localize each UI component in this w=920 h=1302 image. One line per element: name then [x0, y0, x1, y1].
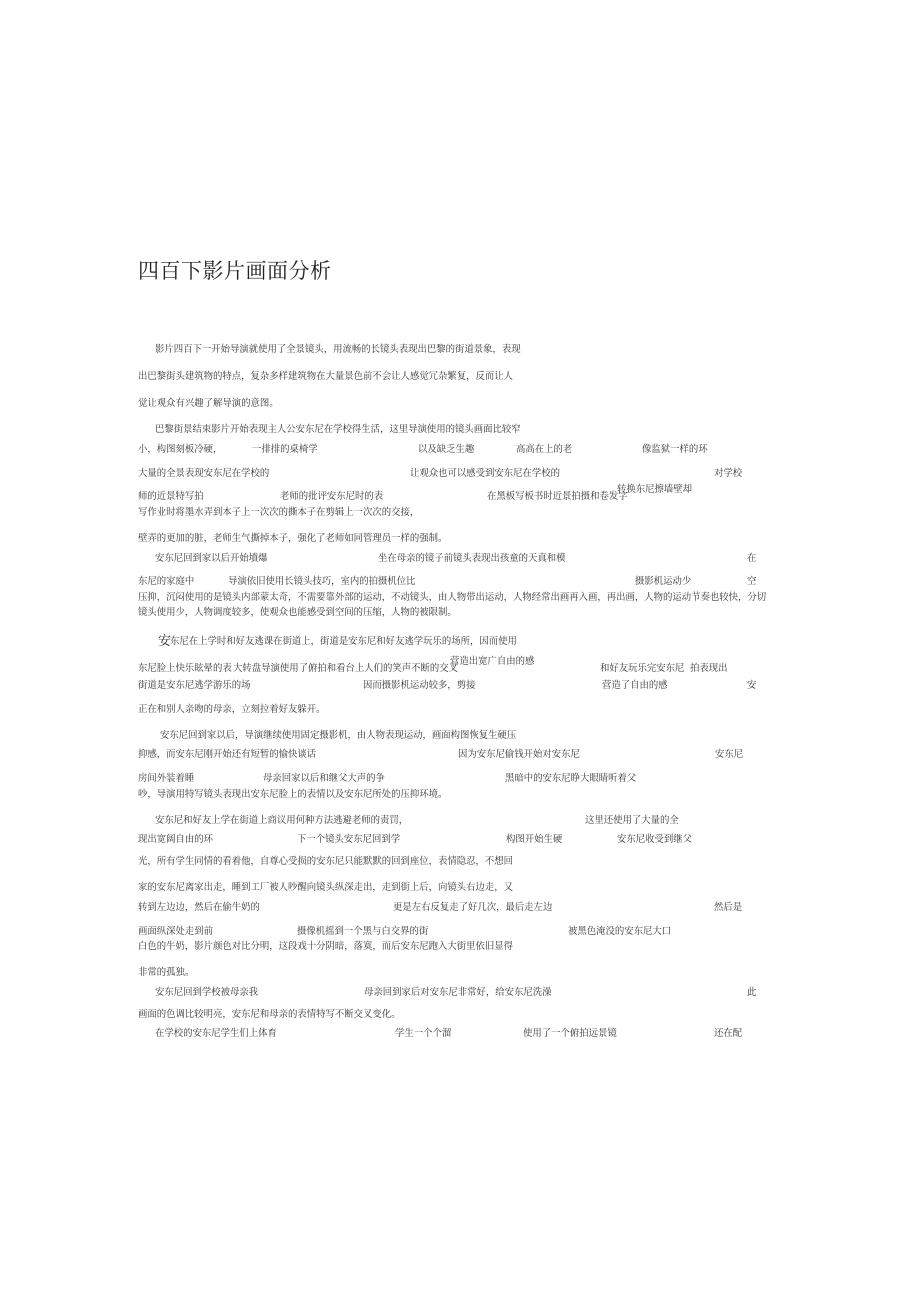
text-fragment: 和好友玩乐完安东尼: [600, 663, 685, 674]
text-fragment: 画面纵深处走到前: [138, 926, 214, 937]
text-fragment: 压抑，沉闷使用的是镜头内部蒙太奇，不需要靠外部的运动，不动镜头，由人物带出运动，人物经常出画再入画，再出画，人物的运动节奏也较快，分切: [138, 592, 767, 603]
text-fragment: 画面的色调比较明亮，安东尼和母亲的表情特写不断交叉变化。: [138, 1009, 401, 1020]
text-fragment: 安东尼收受到继父: [617, 834, 693, 845]
text-fragment: 因为安东尼偷钱开始对安东尼: [458, 749, 580, 760]
text-fragment: 构图开始生硬: [506, 834, 563, 845]
text-fragment: 白色的牛奶，影片颜色对比分明，这段戏十分阴暗，落寞，而后安东尼跑入大街里依旧显得: [138, 941, 514, 952]
text-fragment: 老师的批评安东尼时的表: [280, 491, 384, 502]
text-fragment: 拍表现出: [690, 663, 728, 674]
text-fragment: 此: [747, 987, 757, 998]
text-fragment: 一排排的桌椅学: [252, 444, 318, 455]
text-fragment: 摄影机运动少: [635, 576, 692, 587]
text-fragment: 在黑板写板书时近景拍摄和卷发字: [487, 491, 628, 502]
text-fragment: 吵，导演用特写镜头表现出安东尼脸上的表情以及安东尼所处的压抑环境。: [138, 789, 448, 800]
text-fragment: 师的近景特写拍: [138, 491, 204, 502]
text-fragment: 觉让观众有兴趣了解导演的意图。: [138, 398, 279, 409]
text-fragment: 安东尼: [715, 749, 744, 760]
text-fragment: 东尼在上学时和好友逃课在街道上，街道是安东尼和好友逃学玩乐的场所，因而使用: [170, 636, 517, 647]
text-fragment: 营造了自由的感: [602, 680, 668, 691]
text-fragment: 影片四百下一开始导演就使用了全景镜头，用流畅的长镜头表现出巴黎的街道景象，表现: [155, 344, 521, 355]
text-fragment: 高高在上的老: [516, 444, 573, 455]
text-fragment: 学生一个个溜: [395, 1028, 452, 1039]
text-fragment: 使用了一个俯拍远景镜: [523, 1028, 617, 1039]
text-fragment: 街道是安东尼逃学游乐的场: [138, 680, 251, 691]
text-fragment: 非常的孤独。: [138, 967, 195, 978]
text-fragment: 摄像机摇到一个黑与白交界的街: [297, 926, 429, 937]
text-fragment: 导演依旧使用长镜头技巧，室内的拍摄机位比: [228, 576, 416, 587]
text-fragment: 空: [747, 576, 757, 587]
text-fragment: 巴黎街景结束影片开始表现主人公安东尼在学校得生活，这里导演使用的镜头画面比较窄: [155, 424, 521, 435]
text-fragment: 大转盘导演使用了俯拍和看台上人们的笑声不断的交叉: [233, 663, 459, 674]
text-fragment: 大量的全景表现安东尼在学校的: [138, 468, 270, 479]
text-fragment: 在学校的安东尼学生们上体育: [155, 1028, 277, 1039]
text-fragment: 正在和别人亲吻的母亲，立刻拉着好友躲开。: [138, 704, 326, 715]
text-fragment: 像监狱一样的环: [642, 444, 708, 455]
text-fragment: 黑暗中的安东尼睁大眼睛听着父: [505, 773, 637, 784]
text-fragment: 小，构图刻板冷硬，: [138, 444, 223, 455]
text-fragment: 然后是: [714, 902, 743, 913]
text-fragment: 房间外装着睡: [138, 773, 195, 784]
text-fragment: 东尼的家庭中: [138, 576, 195, 587]
text-fragment: 下一个镜头安东尼回到学: [297, 834, 401, 845]
text-fragment: 东尼脸上快乐眩晕的表: [138, 663, 232, 674]
text-fragment: 家的安东尼离家出走，睡到工厂被人吵醒向镜头纵深走出，走到街上后，向镜头右边走，又: [138, 882, 514, 893]
text-fragment: 写作业时将墨水弄到本子上一次次的撕本子在剪辑上一次次的交接，: [138, 507, 420, 518]
text-fragment: 坐在母亲的镜子前镜头表现出孩童的天真和模: [378, 553, 566, 564]
text-fragment: 光，所有学生同情的看着他，自尊心受损的安东尼只能默默的回到座位，表情隐忍，不想回: [138, 856, 514, 867]
text-fragment: 对学校: [714, 468, 743, 479]
text-fragment: 安东尼和好友上学在街道上商议用何种方法逃避老师的责罚，: [155, 815, 409, 826]
text-fragment: 镜头使用少，人物调度较多，使观众也能感受到空间的压缩，人物的被限制。: [138, 607, 457, 618]
text-fragment: 营造出宽广自由的感: [450, 656, 535, 667]
text-fragment: 抑感，而安东尼刚开始还有短暂的愉快谈话: [138, 749, 317, 760]
text-fragment: 这里还使用了大量的全: [585, 815, 679, 826]
text-fragment: 因而摄影机运动较多，剪接: [363, 680, 476, 691]
text-fragment: 现出宽阔自由的环: [138, 834, 214, 845]
text-fragment: 以及缺乏生趣: [418, 444, 475, 455]
text-fragment: 更是左右反复走了好几次，最后走左边: [393, 902, 553, 913]
text-fragment: 在: [747, 553, 757, 564]
document-title: 四百下影片画面分析: [138, 259, 332, 283]
text-fragment: 转换东尼擦墙壁却: [617, 484, 693, 495]
text-fragment: 出巴黎街头建筑物的特点，复杂多样建筑物在大量景色前不会让人感觉冗杂繁复，反而让人: [138, 371, 514, 382]
text-fragment: 安: [747, 680, 757, 691]
text-fragment: 转到左边边，然后在偷牛奶的: [138, 902, 260, 913]
text-fragment: 母亲回到家后对安东尼非常好，给安东尼洗澡: [364, 987, 552, 998]
text-fragment: 被黑色淹没的安东尼大口: [568, 926, 672, 937]
text-fragment: 让观众也可以感受到安东尼在学校的: [410, 468, 561, 479]
text-fragment: 安东尼回到家以后开始墳爆: [155, 553, 268, 564]
text-fragment: 安东尼回到家以后，导演继续使用固定摄影机，由人物表现运动，画面构图恢复生硬压: [160, 730, 517, 741]
text-fragment: 安: [158, 634, 172, 649]
text-fragment: 还在配: [714, 1028, 743, 1039]
text-fragment: 壁弄的更加的脏，老师生气撕掉本子，强化了老师如同管理员一样的强制。: [138, 533, 448, 544]
text-fragment: 安东尼回到学校被母亲我: [155, 987, 259, 998]
text-fragment: 母亲回家以后和继父大声的争: [263, 773, 385, 784]
